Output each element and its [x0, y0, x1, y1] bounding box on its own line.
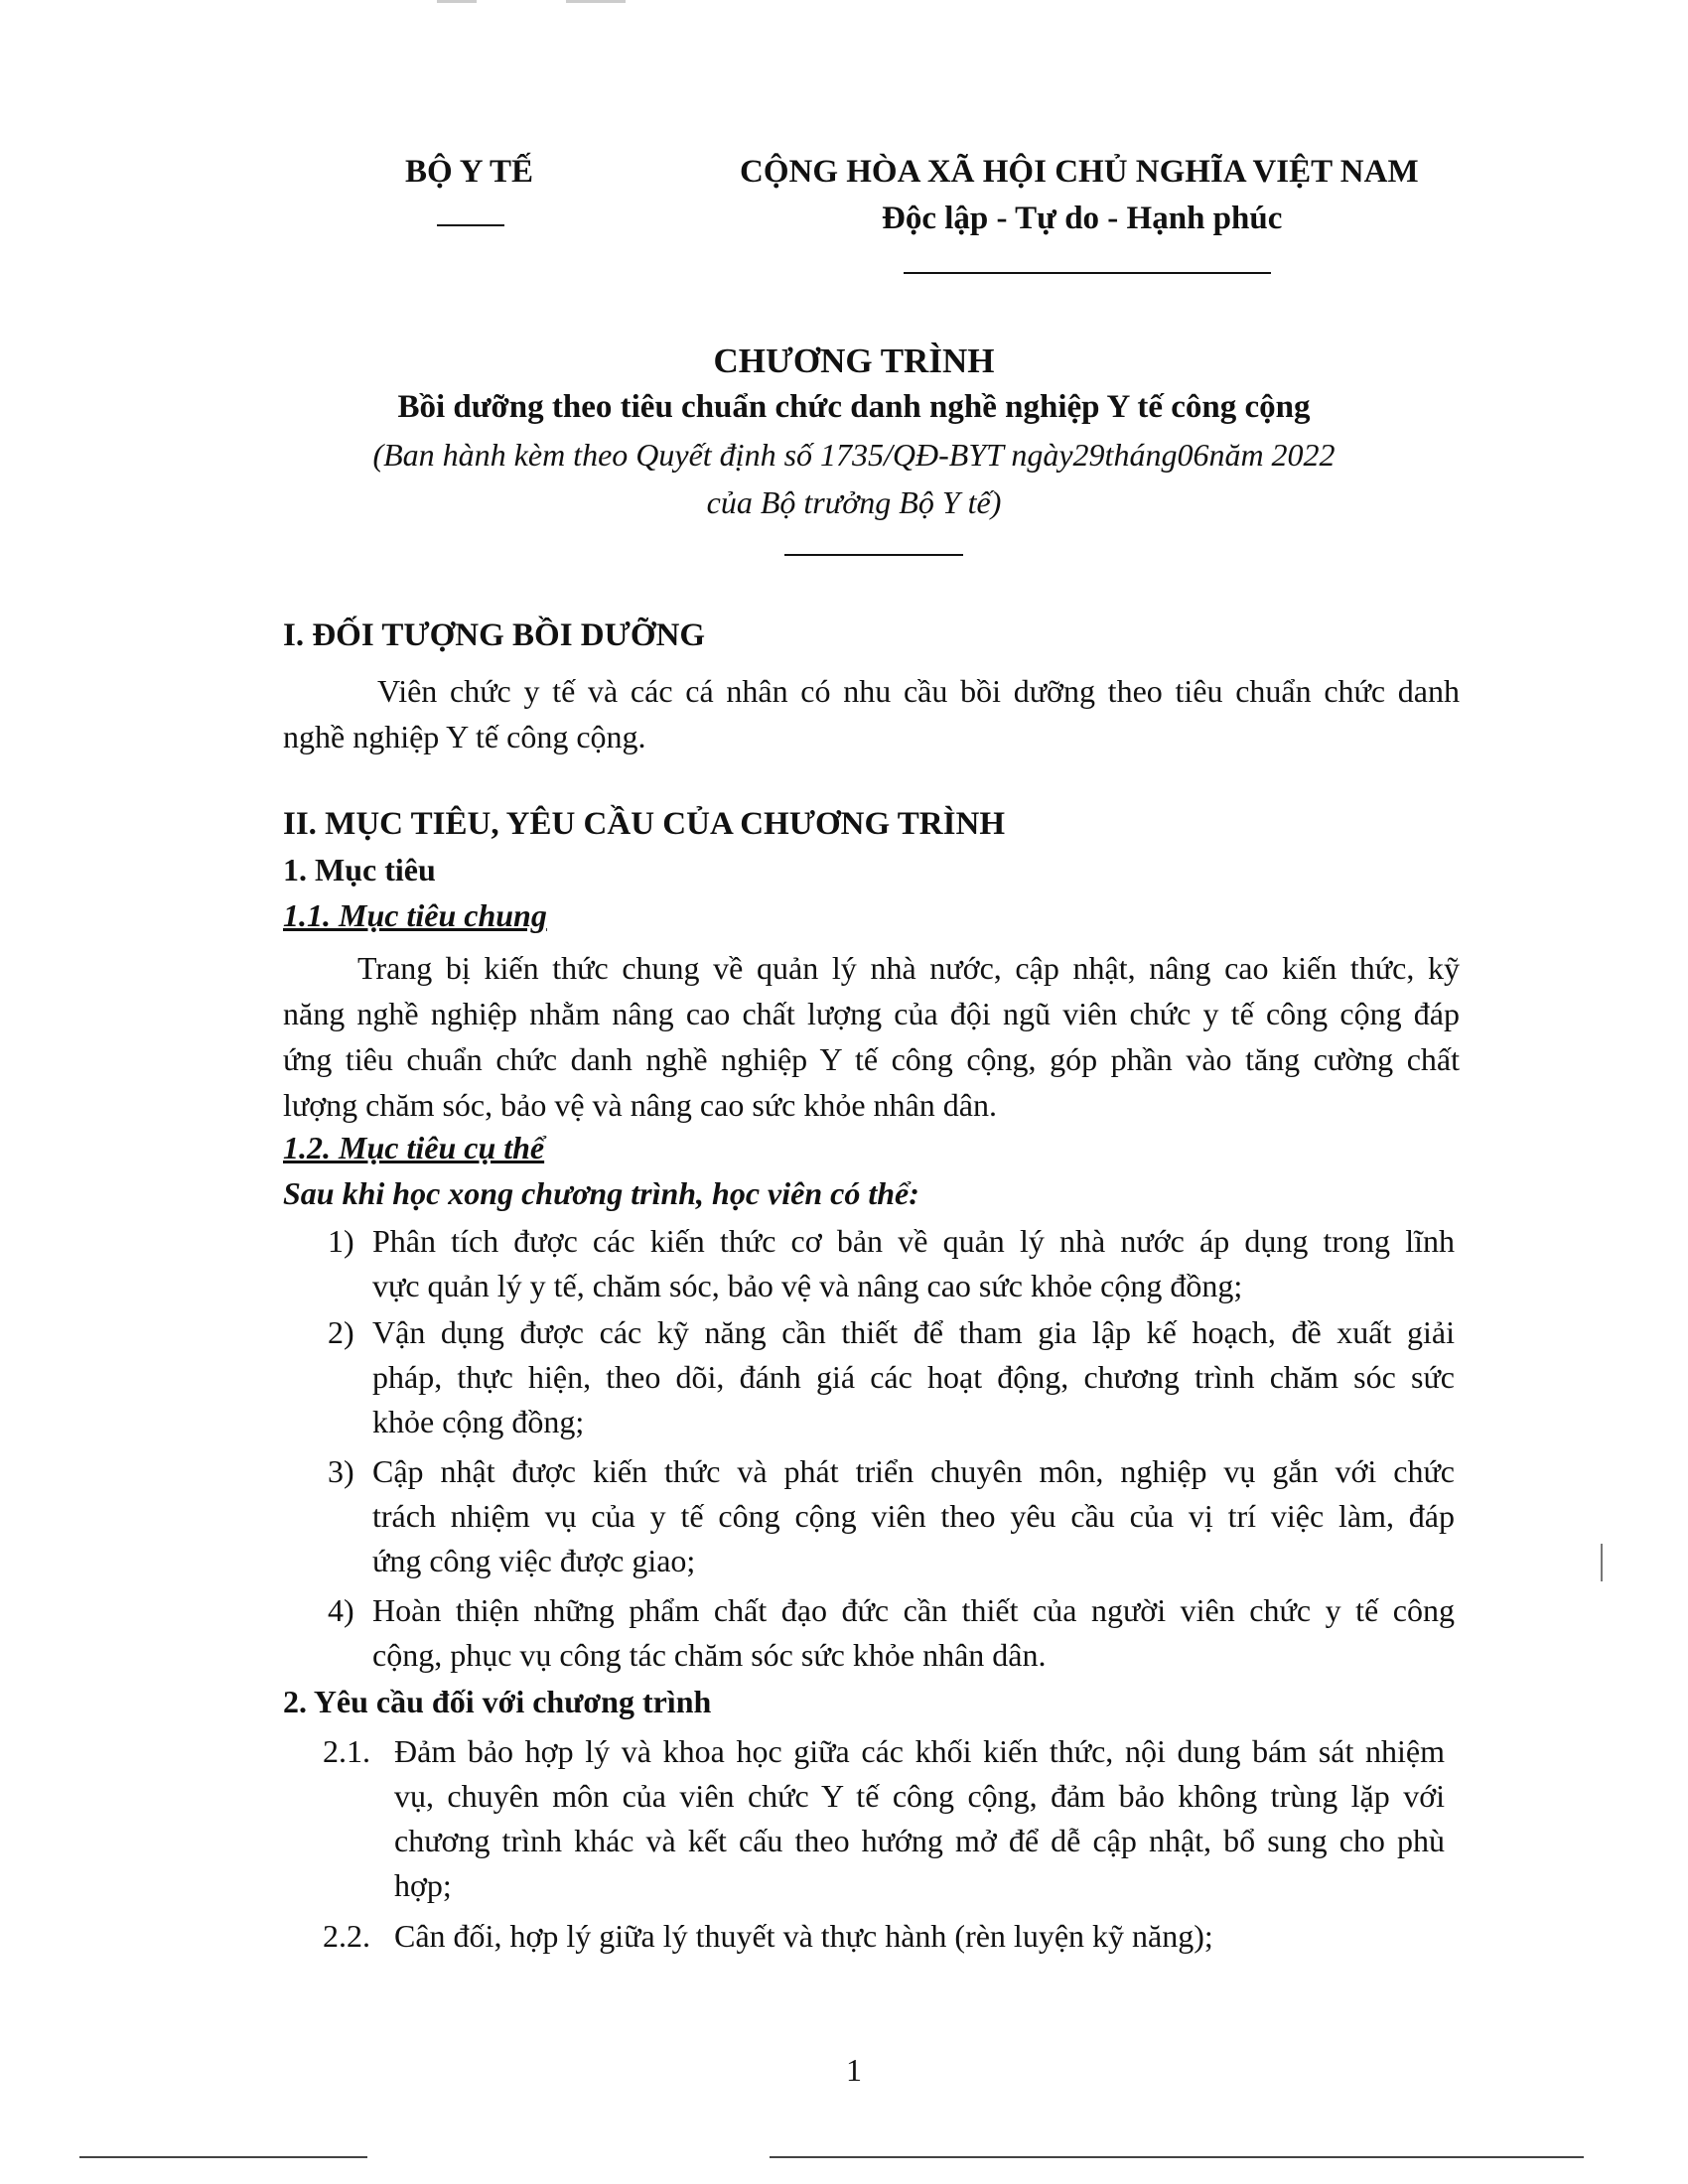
national-motto: Độc lập - Tự do - Hạnh phúc — [882, 201, 1283, 236]
general-objective-body — [283, 945, 1460, 1128]
list-number: 2) — [328, 1314, 354, 1350]
text-line: ứng công việc được giao; — [372, 1543, 696, 1578]
requirement-text — [394, 1914, 1445, 1959]
section-2-heading: II. MỤC TIÊU, YÊU CẦU CỦA CHƯƠNG TRÌNH — [283, 806, 1005, 842]
page-number: 1 — [846, 2052, 862, 2088]
footer-rule-left — [79, 2156, 367, 2158]
text-line: chương trình khác và kết cấu theo hướng mở để dễ cập nhật, bổ sung cho phù — [394, 1823, 1445, 1858]
section-1-body — [283, 668, 1460, 759]
text-line: Vận dụng được các kỹ năng cần thiết để tham gia lập kế hoạch, đề xuất giải — [372, 1314, 1455, 1350]
decision-reference: (Ban hành kèm theo Quyết định số 1735/QĐ-BYT ngày29tháng06năm 2022 — [372, 437, 1336, 473]
scan-mark-top-2 — [566, 0, 626, 3]
text-line: trách nhiệm vụ của y tế công cộng viên theo yêu cầu của vị trí việc làm, đáp — [372, 1498, 1455, 1534]
list-number: 2.2. — [323, 1918, 370, 1954]
footer-rule-right — [770, 2156, 1584, 2158]
subsection-1-2-heading: 1.2. Mục tiêu cụ thể — [283, 1130, 545, 1165]
text-line: khỏe cộng đồng; — [372, 1404, 585, 1439]
text-line: lượng chăm sóc, bảo vệ và nâng cao sức khỏe nhân dân. — [283, 1087, 997, 1123]
text-line: năng nghề nghiệp nhằm nâng cao chất lượng của đội ngũ viên chức y tế công cộng đáp — [283, 996, 1460, 1031]
scan-mark-top — [437, 0, 477, 3]
list-number: 4) — [328, 1592, 354, 1628]
list-number: 3) — [328, 1453, 354, 1489]
text-line: ứng tiêu chuẩn chức danh nghề nghiệp Y tế công cộng, góp phần vào tăng cường chất — [283, 1041, 1460, 1077]
document-title: CHƯƠNG TRÌNH — [713, 341, 995, 380]
objective-text — [372, 1588, 1455, 1678]
list-number: 2.1. — [323, 1733, 370, 1769]
title-underline — [784, 554, 963, 556]
text-line: pháp, thực hiện, theo dõi, đánh giá các hoạt động, chương trình chăm sóc sức — [372, 1359, 1455, 1395]
decision-issuer: của Bộ trưởng Bộ Y tế) — [706, 484, 1002, 520]
subsection-1-1-heading: 1.1. Mục tiêu chung — [283, 897, 547, 933]
section-1-heading: I. ĐỐI TƯỢNG BỒI DƯỠNG — [283, 617, 706, 653]
text-line: vụ, chuyên môn của viên chức Y tế công cộng, đảm bảo không trùng lặp với — [394, 1778, 1445, 1814]
list-number: 1) — [328, 1223, 354, 1259]
text-line: cộng, phục vụ công tác chăm sóc sức khỏe nhân dân. — [372, 1637, 1047, 1673]
ministry-underline — [437, 224, 504, 226]
text-line: Cập nhật được kiến thức và phát triển chuyên môn, nghiệp vụ gắn với chức — [372, 1453, 1455, 1489]
text-line: Trang bị kiến thức chung về quản lý nhà nước, cập nhật, nâng cao kiến thức, kỹ — [357, 950, 1460, 986]
objective-text — [372, 1219, 1455, 1308]
text-line: Phân tích được các kiến thức cơ bản về quản lý nhà nước áp dụng trong lĩnh — [372, 1223, 1455, 1259]
subsection-2-heading: 2. Yêu cầu đối với chương trình — [283, 1684, 712, 1719]
objectives-intro: Sau khi học xong chương trình, học viên có thể: — [283, 1175, 919, 1211]
text-line: hợp; — [394, 1867, 452, 1903]
document-subtitle: Bồi dưỡng theo tiêu chuẩn chức danh nghề nghiệp Y tế công cộng — [397, 389, 1311, 425]
objective-text — [372, 1449, 1455, 1583]
text-line: Cân đối, hợp lý giữa lý thuyết và thực hành (rèn luyện kỹ năng); — [394, 1918, 1213, 1954]
requirement-text — [394, 1729, 1445, 1908]
country-name: CỘNG HÒA XÃ HỘI CHỦ NGHĨA VIỆT NAM — [740, 154, 1419, 190]
objective-text — [372, 1310, 1455, 1444]
ministry-name: BỘ Y TẾ — [405, 154, 533, 190]
subsection-1-heading: 1. Mục tiêu — [283, 852, 436, 887]
text-line: Đảm bảo hợp lý và khoa học giữa các khối kiến thức, nội dung bám sát nhiệm — [394, 1733, 1445, 1769]
text-line: Hoàn thiện những phẩm chất đạo đức cần thiết của người viên chức y tế công — [372, 1592, 1455, 1628]
motto-underline — [904, 272, 1271, 274]
scan-mark-right — [1601, 1544, 1603, 1581]
text-line: nghề nghiệp Y tế công cộng. — [283, 719, 646, 754]
text-line: Viên chức y tế và các cá nhân có nhu cầu bồi dưỡng theo tiêu chuẩn chức danh — [377, 673, 1460, 709]
text-line: vực quản lý y tế, chăm sóc, bảo vệ và nâng cao sức khỏe cộng đồng; — [372, 1268, 1243, 1303]
